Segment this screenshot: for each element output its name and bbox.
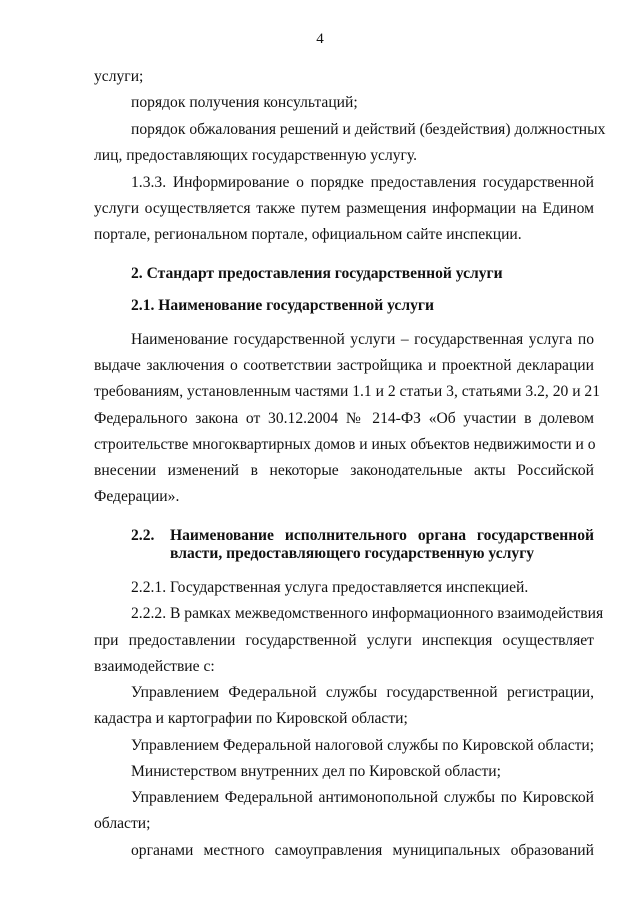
text-line: Федерации».: [94, 488, 180, 505]
text-line: лиц, предоставляющих государственную услугу.: [94, 147, 418, 164]
text-line: 1.3.3. Информирование о порядке предоставления государственной: [131, 174, 594, 191]
text-line: Министерством внутренних дел по Кировской области;: [131, 763, 501, 780]
text-line: 2.2.2. В рамках межведомственного информационного взаимодействия: [131, 605, 604, 622]
text-line: внесении изменений в некоторые законодательные акты Российской: [94, 462, 594, 479]
text-line: при предоставлении государственной услуги инспекция осуществляет: [94, 632, 594, 649]
text-line: Управлением Федеральной налоговой службы по Кировской области;: [131, 737, 595, 754]
text-line: порядок обжалования решений и действий (бездействия) должностных: [131, 121, 606, 138]
text-line: Управлением Федеральной службы государственной регистрации,: [131, 684, 594, 701]
text-line: органами местного самоуправления муниципальных образований: [131, 842, 594, 859]
text-line: услуги;: [94, 68, 144, 85]
section-heading: 2. Стандарт предоставления государственной услуги: [131, 265, 503, 282]
text-line: услуги осуществляется также путем размещения информации на Едином: [94, 200, 594, 217]
text-line: кадастра и картографии по Кировской области;: [94, 710, 408, 727]
text-line: 2.2.1. Государственная услуга предоставляется инспекцией.: [131, 579, 529, 596]
text-line: области;: [94, 815, 151, 832]
text-line: Наименование государственной услуги – государственная услуга по: [131, 331, 594, 348]
text-line: портале, региональном портале, официальном сайте инспекции.: [94, 226, 522, 243]
text-line: требованиям, установленным частями 1.1 и 2 статьи 3, статьями 3.2, 20 и 21: [94, 383, 601, 400]
text-line: строительстве многоквартирных домов и иных объектов недвижимости и о: [94, 436, 596, 453]
subsection-heading: власти, предоставляющего государственную услугу: [170, 545, 535, 562]
text-line: Федерального закона от 30.12.2004 № 214-ФЗ «Об участии в долевом: [94, 410, 594, 427]
text-line: Управлением Федеральной антимонопольной службы по Кировской: [131, 789, 594, 806]
text-line: взаимодействие с:: [94, 658, 215, 675]
subsection-heading: 2.1. Наименование государственной услуги: [131, 297, 434, 314]
text-line: порядок получения консультаций;: [131, 94, 358, 111]
page-number: 4: [316, 31, 324, 47]
subsection-heading: Наименование исполнительного органа государственной: [170, 527, 594, 544]
subsection-number: 2.2.: [131, 527, 155, 544]
text-line: выдаче заключения о соответствии застройщика и проектной декларации: [94, 357, 594, 374]
